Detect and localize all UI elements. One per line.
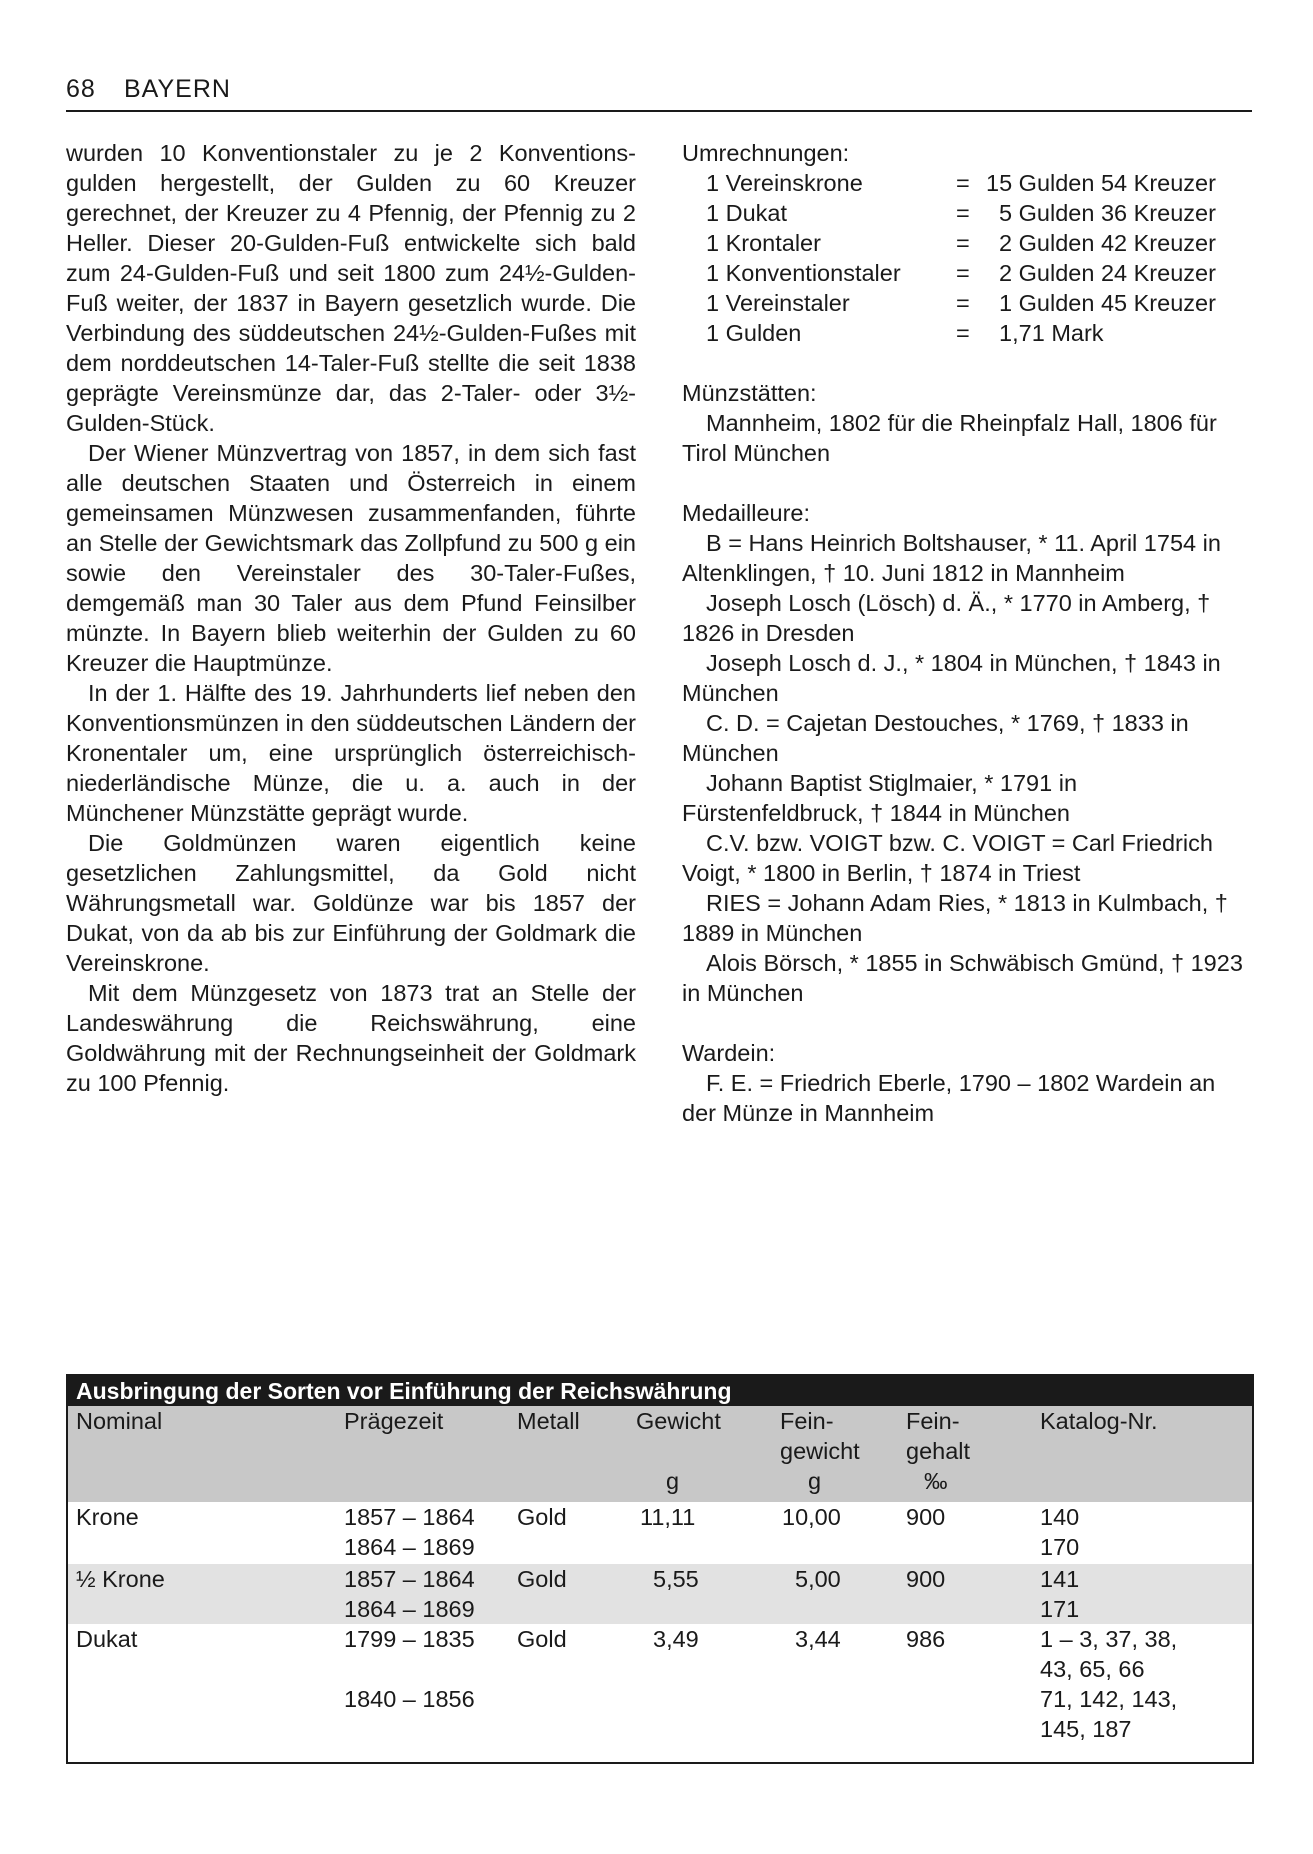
medailleure-heading: Medailleure:	[682, 500, 811, 526]
muenzstaetten-text: Mannheim, 1802 für die Rheinpfalz Hall, 1806 für Tirol München	[682, 410, 1217, 466]
header-praegezeit: Prägezeit	[344, 1408, 444, 1434]
cell-praegezeit: 1799 – 1835	[344, 1626, 475, 1652]
paragraph: Der Wiener Münzvertrag von 1857, in dem sich fast alle deutschen Staaten und Österreich in einem gemeinsamen Münzwesen zusammenfanden, führte an Stelle der Gewichtsmark das Zollpfund zu 500 g ein sowie den Vereinstaler des 30-Taler-Fußes, demgemäß man 30 Taler aus dem Pfund Feinsilber münzte. In Bayern blieb weiterhin der Gulden zu 60 Kreuzer die Hauptmünze.	[66, 440, 636, 676]
cell-nominal: ½ Krone	[76, 1566, 165, 1592]
header-feingewicht: Fein-	[780, 1408, 834, 1434]
medailleur-entry: C.V. bzw. VOIGT bzw. C. VOIGT = Carl Friedrich Voigt, * 1800 in Berlin, † 1874 in Triest	[682, 830, 1213, 886]
cell-feingehalt: 900	[906, 1504, 946, 1530]
header-feingewicht: gewicht	[780, 1438, 860, 1464]
cell-feingehalt: 900	[906, 1566, 946, 1592]
header-gewicht: Gewicht	[636, 1408, 721, 1434]
header-nominal: Nominal	[76, 1408, 163, 1434]
medailleur-entry: B = Hans Heinrich Boltshauser, * 11. April 1754 in Altenklingen, † 10. Juni 1812 in Mannheim	[682, 530, 1221, 586]
conversion-equals: =	[956, 260, 970, 286]
table-row	[68, 1502, 1252, 1564]
header-feingehalt-unit: ‰	[924, 1468, 948, 1494]
table-row	[68, 1624, 1252, 1748]
table-title: Ausbringung der Sorten vor Einführung der Reichswährung	[68, 1376, 1252, 1406]
cell-metall: Gold	[517, 1566, 567, 1592]
cell-katalog: 140	[1040, 1504, 1080, 1530]
cell-gewicht: 11,11	[640, 1504, 696, 1530]
paragraph: Mit dem Münzgesetz von 1873 trat an Stelle der Landeswährung die Reichswährung, eine Goldwährung mit der Rechnungseinheit der Goldmark zu 100 Pfennig.	[66, 980, 636, 1096]
conversion-unit: 1 Konventionstaler	[706, 260, 901, 286]
conversion-equals: =	[956, 200, 970, 226]
conversion-value: 2 Gulden 42 Kreuzer	[986, 230, 1216, 256]
header-feingehalt: Fein-	[906, 1408, 960, 1434]
paragraph: In der 1. Hälfte des 19. Jahrhunderts lief neben den Konventionsmünzen in den süddeutschen Ländern der Kronentaler um, eine ursprünglich österreichisch-niederländische Münze, die u. a. auch in der Münchener Münzstätte geprägt wurde.	[66, 680, 636, 826]
cell-feingewicht: 3,44	[795, 1626, 841, 1652]
conversion-unit: 1 Krontaler	[706, 230, 821, 256]
cell-feingewicht: 5,00	[795, 1566, 841, 1592]
conversion-value: 2 Gulden 24 Kreuzer	[986, 260, 1216, 286]
cell-praegezeit: 1857 – 1864	[344, 1504, 475, 1530]
medailleur-entry: C. D. = Cajetan Destouches, * 1769, † 1833 in München	[682, 710, 1189, 766]
conversion-value: 15 Gulden 54 Kreuzer	[986, 170, 1216, 196]
page-number: 68	[66, 75, 96, 103]
medailleur-entry: Joseph Losch d. J., * 1804 in München, † 1843 in München	[682, 650, 1221, 706]
conversion-value: 1,71 Mark	[986, 320, 1104, 346]
cell-katalog: 171	[1040, 1596, 1080, 1622]
cell-metall: Gold	[517, 1626, 567, 1652]
conversion-unit: 1 Vereinskrone	[706, 170, 863, 196]
cell-katalog: 43, 65, 66	[1040, 1656, 1145, 1682]
cell-katalog: 170	[1040, 1534, 1080, 1560]
conversion-table	[682, 168, 1252, 348]
conversion-equals: =	[956, 170, 970, 196]
ausbringung-table	[66, 1374, 1254, 1764]
cell-praegezeit: 1864 – 1869	[344, 1596, 475, 1622]
conversion-row	[706, 168, 1252, 198]
cell-praegezeit: 1840 – 1856	[344, 1686, 475, 1712]
table-row	[68, 1564, 1252, 1624]
right-column	[682, 138, 1252, 1128]
cell-katalog: 1 – 3, 37, 38,	[1040, 1626, 1178, 1652]
section-title: BAYERN	[124, 75, 231, 103]
cell-nominal: Dukat	[76, 1626, 138, 1652]
cell-katalog: 145, 187	[1040, 1716, 1132, 1742]
conversion-row	[706, 228, 1252, 258]
conversion-equals: =	[956, 230, 970, 256]
conversion-row	[706, 198, 1252, 228]
header-feingewicht-unit: g	[808, 1468, 822, 1494]
conversion-equals: =	[956, 320, 970, 346]
conversion-value: 5 Gulden 36 Kreuzer	[986, 200, 1216, 226]
conversion-row	[706, 258, 1252, 288]
header-metall: Metall	[517, 1408, 580, 1434]
conversion-value: 1 Gulden 45 Kreuzer	[986, 290, 1216, 316]
medailleur-entry: Joseph Losch (Lösch) d. Ä., * 1770 in Amberg, † 1826 in Dresden	[682, 590, 1211, 646]
umrechnungen-heading: Umrechnungen:	[682, 140, 850, 166]
cell-feingewicht: 10,00	[782, 1504, 841, 1530]
conversion-unit: 1 Vereinstaler	[706, 290, 850, 316]
conversion-row	[706, 318, 1252, 348]
cell-praegezeit: 1864 – 1869	[344, 1534, 475, 1560]
cell-praegezeit: 1857 – 1864	[344, 1566, 475, 1592]
muenzstaetten-heading: Münzstätten:	[682, 380, 817, 406]
table-header	[68, 1406, 1252, 1502]
paragraph: Die Goldmünzen waren eigentlich keine gesetzlichen Zahlungsmittel, da Gold nicht Währungsmetall war. Goldünze war bis 1857 der Dukat, von da ab bis zur Einführung der Goldmark die Vereinskrone.	[66, 830, 636, 976]
conversion-equals: =	[956, 290, 970, 316]
medailleur-entry: Alois Börsch, * 1855 in Schwäbisch Gmünd, † 1923 in München	[682, 950, 1243, 1006]
cell-gewicht: 5,55	[653, 1566, 699, 1592]
cell-katalog: 141	[1040, 1566, 1080, 1592]
wardein-heading: Wardein:	[682, 1040, 776, 1066]
medailleur-entry: Johann Baptist Stiglmaier, * 1791 in Fürstenfeldbruck, † 1844 in München	[682, 770, 1078, 826]
header-feingehalt: gehalt	[906, 1438, 971, 1464]
page-header	[66, 70, 1252, 112]
conversion-row	[706, 288, 1252, 318]
header-katalog: Katalog-Nr.	[1040, 1408, 1158, 1434]
wardein-text: F. E. = Friedrich Eberle, 1790 – 1802 Wardein an der Münze in Mannheim	[682, 1070, 1216, 1126]
cell-nominal: Krone	[76, 1504, 139, 1530]
medailleur-entry: RIES = Johann Adam Ries, * 1813 in Kulmbach, † 1889 in München	[682, 890, 1228, 946]
conversion-unit: 1 Dukat	[706, 200, 787, 226]
paragraph: wurden 10 Konventionstaler zu je 2 Konventionsgulden hergestellt, der Gulden zu 60 Kreuzer gerechnet, der Kreuzer zu 4 Pfennig, der Pfennig zu 2 Heller. Dieser 20-Gulden-Fuß entwickelte sich bald zum 24-Gulden-Fuß und seit 1800 zum 24½-Gulden-Fuß weiter, der 1837 in Bayern gesetzlich wurde. Die Verbindung des süddeutschen 24½-Gulden-Fußes mit dem norddeutschen 14-Taler-Fuß stellte die seit 1838 geprägte Vereinsmünze dar, das 2-Taler- oder 3½-Gulden-Stück.	[66, 140, 636, 436]
left-column	[66, 138, 636, 1098]
cell-metall: Gold	[517, 1504, 567, 1530]
cell-gewicht: 3,49	[653, 1626, 699, 1652]
header-gewicht-unit: g	[666, 1468, 680, 1494]
cell-feingehalt: 986	[906, 1626, 946, 1652]
cell-katalog: 71, 142, 143,	[1040, 1686, 1178, 1712]
conversion-unit: 1 Gulden	[706, 320, 802, 346]
